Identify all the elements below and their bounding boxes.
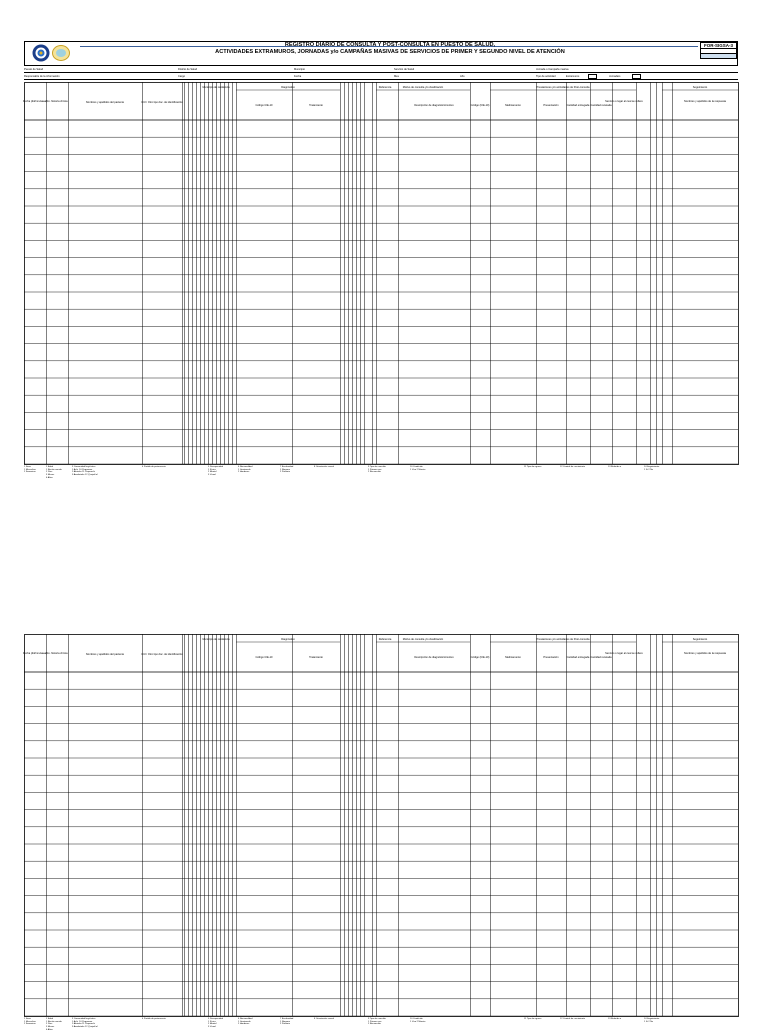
legend-escolaridad: 7 Escolaridad 1 Ninguna 2 Primaria [280,466,294,474]
col-header-tratamiento: Tratamiento [309,104,323,107]
legend2-escolaridad: 7 Escolaridad 1 Ninguna 2 Primaria [280,1018,294,1026]
col-header-cantidad-recetada: Cantidad recetada [590,104,612,107]
col-header-diagnostico: Diagnóstico [281,638,295,641]
legend-page2 [24,1018,738,1031]
col-header-fecha: Fecha (dd/mm/aaaa) [22,652,48,655]
col-header-nombre-firma: Nombres y apellidos de la respuesta [684,652,726,655]
col-header-cantidad-entregada: Cantidad entregada [566,104,590,107]
col-header-diag-code: Código CIE-10 [255,656,273,659]
info-mes: Mes [394,75,399,78]
legend2-orientacion: 8 Orientación sexual [314,1018,334,1020]
info-underline-1 [24,72,738,73]
legend-sexo: 1 Sexo 1 Masculino 2 Femenino [24,466,36,474]
legend2-nacionalidad: 6 Nacionalidad 1 Guatemala 2 Honduras [238,1018,253,1026]
col-header-referido-a: Servicio o lugar al cual se refiere [605,100,643,103]
col-header-fecha: Fecha (dd/mm/aaaa) [22,100,48,103]
col-header-diag-code: Código CIE-10 [255,104,273,107]
legend-edad: 2 Edad 1 Recién nacido 2 Días 3 Meses 4 Años [46,466,62,479]
col-header-descripcion: Descripción de diagnóstico/motivo [414,104,454,107]
table-border [22,83,739,465]
info-municipio: Municipio [294,68,305,71]
info-servicio: Servicio de Salud [394,68,415,71]
form-title-line1: REGISTRO DIARIO DE CONSULTA Y POST-CONSULTA EN PUESTO DE SALUD, [284,42,496,48]
legend-pueblo: 4 Pueblo de pertenencia [142,466,166,468]
legend2-discapacidad: 5 Discapacidad 1 Física 2 Mental 3 Visual [208,1018,223,1029]
legend2-edad: 2 Edad 1 Recién nacido 2 Días 3 Meses 4 Años [46,1018,62,1031]
legend-condicion: 10 Condición 1 Vivo 2 Muerto [410,466,426,471]
col-header-cantidad-entregada: Cantidad entregada [566,656,590,659]
col-header-residencia: Municipio de residencia [202,638,230,641]
legend2-sexo: 1 Sexo 1 Masculino 2 Femenino [24,1018,36,1026]
col-header-referencia: Referencia [378,638,392,641]
form-code-box [700,42,737,65]
legend-egreso: 11 Tipo de egreso [524,466,542,468]
col-header-referido-a: Servicio o lugar al cual se refiere [605,652,643,655]
form-code-sub2 [700,54,737,59]
col-header-presentacion: Presentación [543,656,559,659]
legend-nacionalidad: 6 Nacionalidad 1 Guatemala 2 Honduras [238,466,253,474]
col-header-nombres: Nombres y apellidos del paciente [85,653,125,656]
col-header-medicamento: Medicamento [505,104,521,107]
col-header-motivo: Motivo de consulta y/o clasificación [402,86,444,89]
info-responsable: Responsable de la información [24,75,60,78]
col-header-diagnostico: Diagnóstico [281,86,295,89]
col-header-cantidad-recetada: Cantidad recetada [590,656,612,659]
info-fecha: Fecha [294,75,302,78]
col-header-cui: CUI / Otro tipo doc. de identificación [141,653,183,656]
legend-orientacion: 8 Orientación sexual [314,466,334,468]
table-border [22,635,739,1017]
col-header-prestaciones: Prestaciones y/o actividades de Post-consulta [536,86,590,89]
col-header-prestaciones: Prestaciones y/o actividades de Post-consulta [536,638,590,641]
legend2-condicion: 10 Condición 1 Vivo 2 Muerto [410,1018,426,1023]
legend-seguimiento: 14 Seguimiento 1 Si 2 No [644,466,660,471]
info-cargo: Cargo [178,75,186,78]
register-table-page1 [24,82,742,464]
col-header-cui: CUI / Otro tipo doc. de identificación [141,101,183,104]
legend2-seguimiento: 14 Seguimiento 1 Si 2 No [644,1018,660,1023]
form-title-line2: ACTIVIDADES EXTRAMUROS, JORNADAS y/o CAMPAÑAS MASIVAS DE SERVICIOS DE PRIMER Y SEGUNDO NIVEL DE ATENCIÓN [215,48,565,55]
legend2-crecimiento: 12 Control de crecimiento [560,1018,585,1020]
legend2-egreso: 11 Tipo de egreso [524,1018,542,1020]
legend-referido: 13 Referido a [608,466,622,468]
col-header-seguimiento: Seguimiento [692,86,708,89]
legend2-pueblo: 4 Pueblo de pertenencia [142,1018,166,1020]
legend-tipo-consulta: 9 Tipo de consulta 1 Primera vez 2 Reconsulta [368,466,386,474]
legend2-tipo-consulta: 9 Tipo de consulta 1 Primera vez 2 Reconsulta [368,1018,386,1026]
col-header-tratamiento: Tratamiento [309,656,323,659]
info-puesto: Puesto de Salud [24,68,44,71]
legend2-comunidad: 3 Comunidad lingüística 1 Achi 10 Poqomam 2 Akateko 11 Poqomchi 3 Awakateko 12 Q'anjob'al [72,1018,98,1029]
register-table-page2 [24,634,742,1016]
info-jornadas: Jornada/s [609,75,621,78]
col-header-nombre-firma: Nombres y apellidos de la respuesta [684,100,726,103]
col-header-codigo: Código (CIE-10) [470,104,490,107]
legend-crecimiento: 12 Control de crecimiento [560,466,585,468]
col-header-seguimiento: Seguimiento [692,638,708,641]
col-header-no-historia: No. historia clínica [46,100,68,103]
col-header-presentacion: Presentación [543,104,559,107]
legend-comunidad: 3 Comunidad lingüística 1 Achi 10 Poqomam 2 Akateko 11 Poqomchi 3 Awakateko 12 Q'anjob'al [72,466,98,477]
legend2-referido: 13 Referido a [608,1018,622,1020]
col-header-codigo: Código (CIE-10) [470,656,490,659]
info-underline-2 [24,79,738,80]
info-extramuros: Extramuros [566,75,580,78]
col-header-nombres: Nombres y apellidos del paciente [85,101,125,104]
info-distrito: Distrito de Salud [178,68,198,71]
info-jornada: Jornada o Campaña masiva [536,68,569,71]
legend-discapacidad: 5 Discapacidad 1 Física 2 Mental 3 Visual [208,466,223,477]
info-tipo-actividad: Tipo de actividad [536,75,556,78]
col-header-residencia: Municipio de residencia [202,86,230,89]
col-header-motivo: Motivo de consulta y/o clasificación [402,638,444,641]
col-header-referencia: Referencia [378,86,392,89]
info-anio: Año [460,75,465,78]
form-title [80,42,700,55]
form-code: FOR-SIGSA-3 [700,42,737,49]
col-header-no-historia: No. historia clínica [46,652,68,655]
col-header-medicamento: Medicamento [505,656,521,659]
legend-page1 [24,466,738,496]
col-header-descripcion: Descripción de diagnóstico/motivo [414,656,454,659]
